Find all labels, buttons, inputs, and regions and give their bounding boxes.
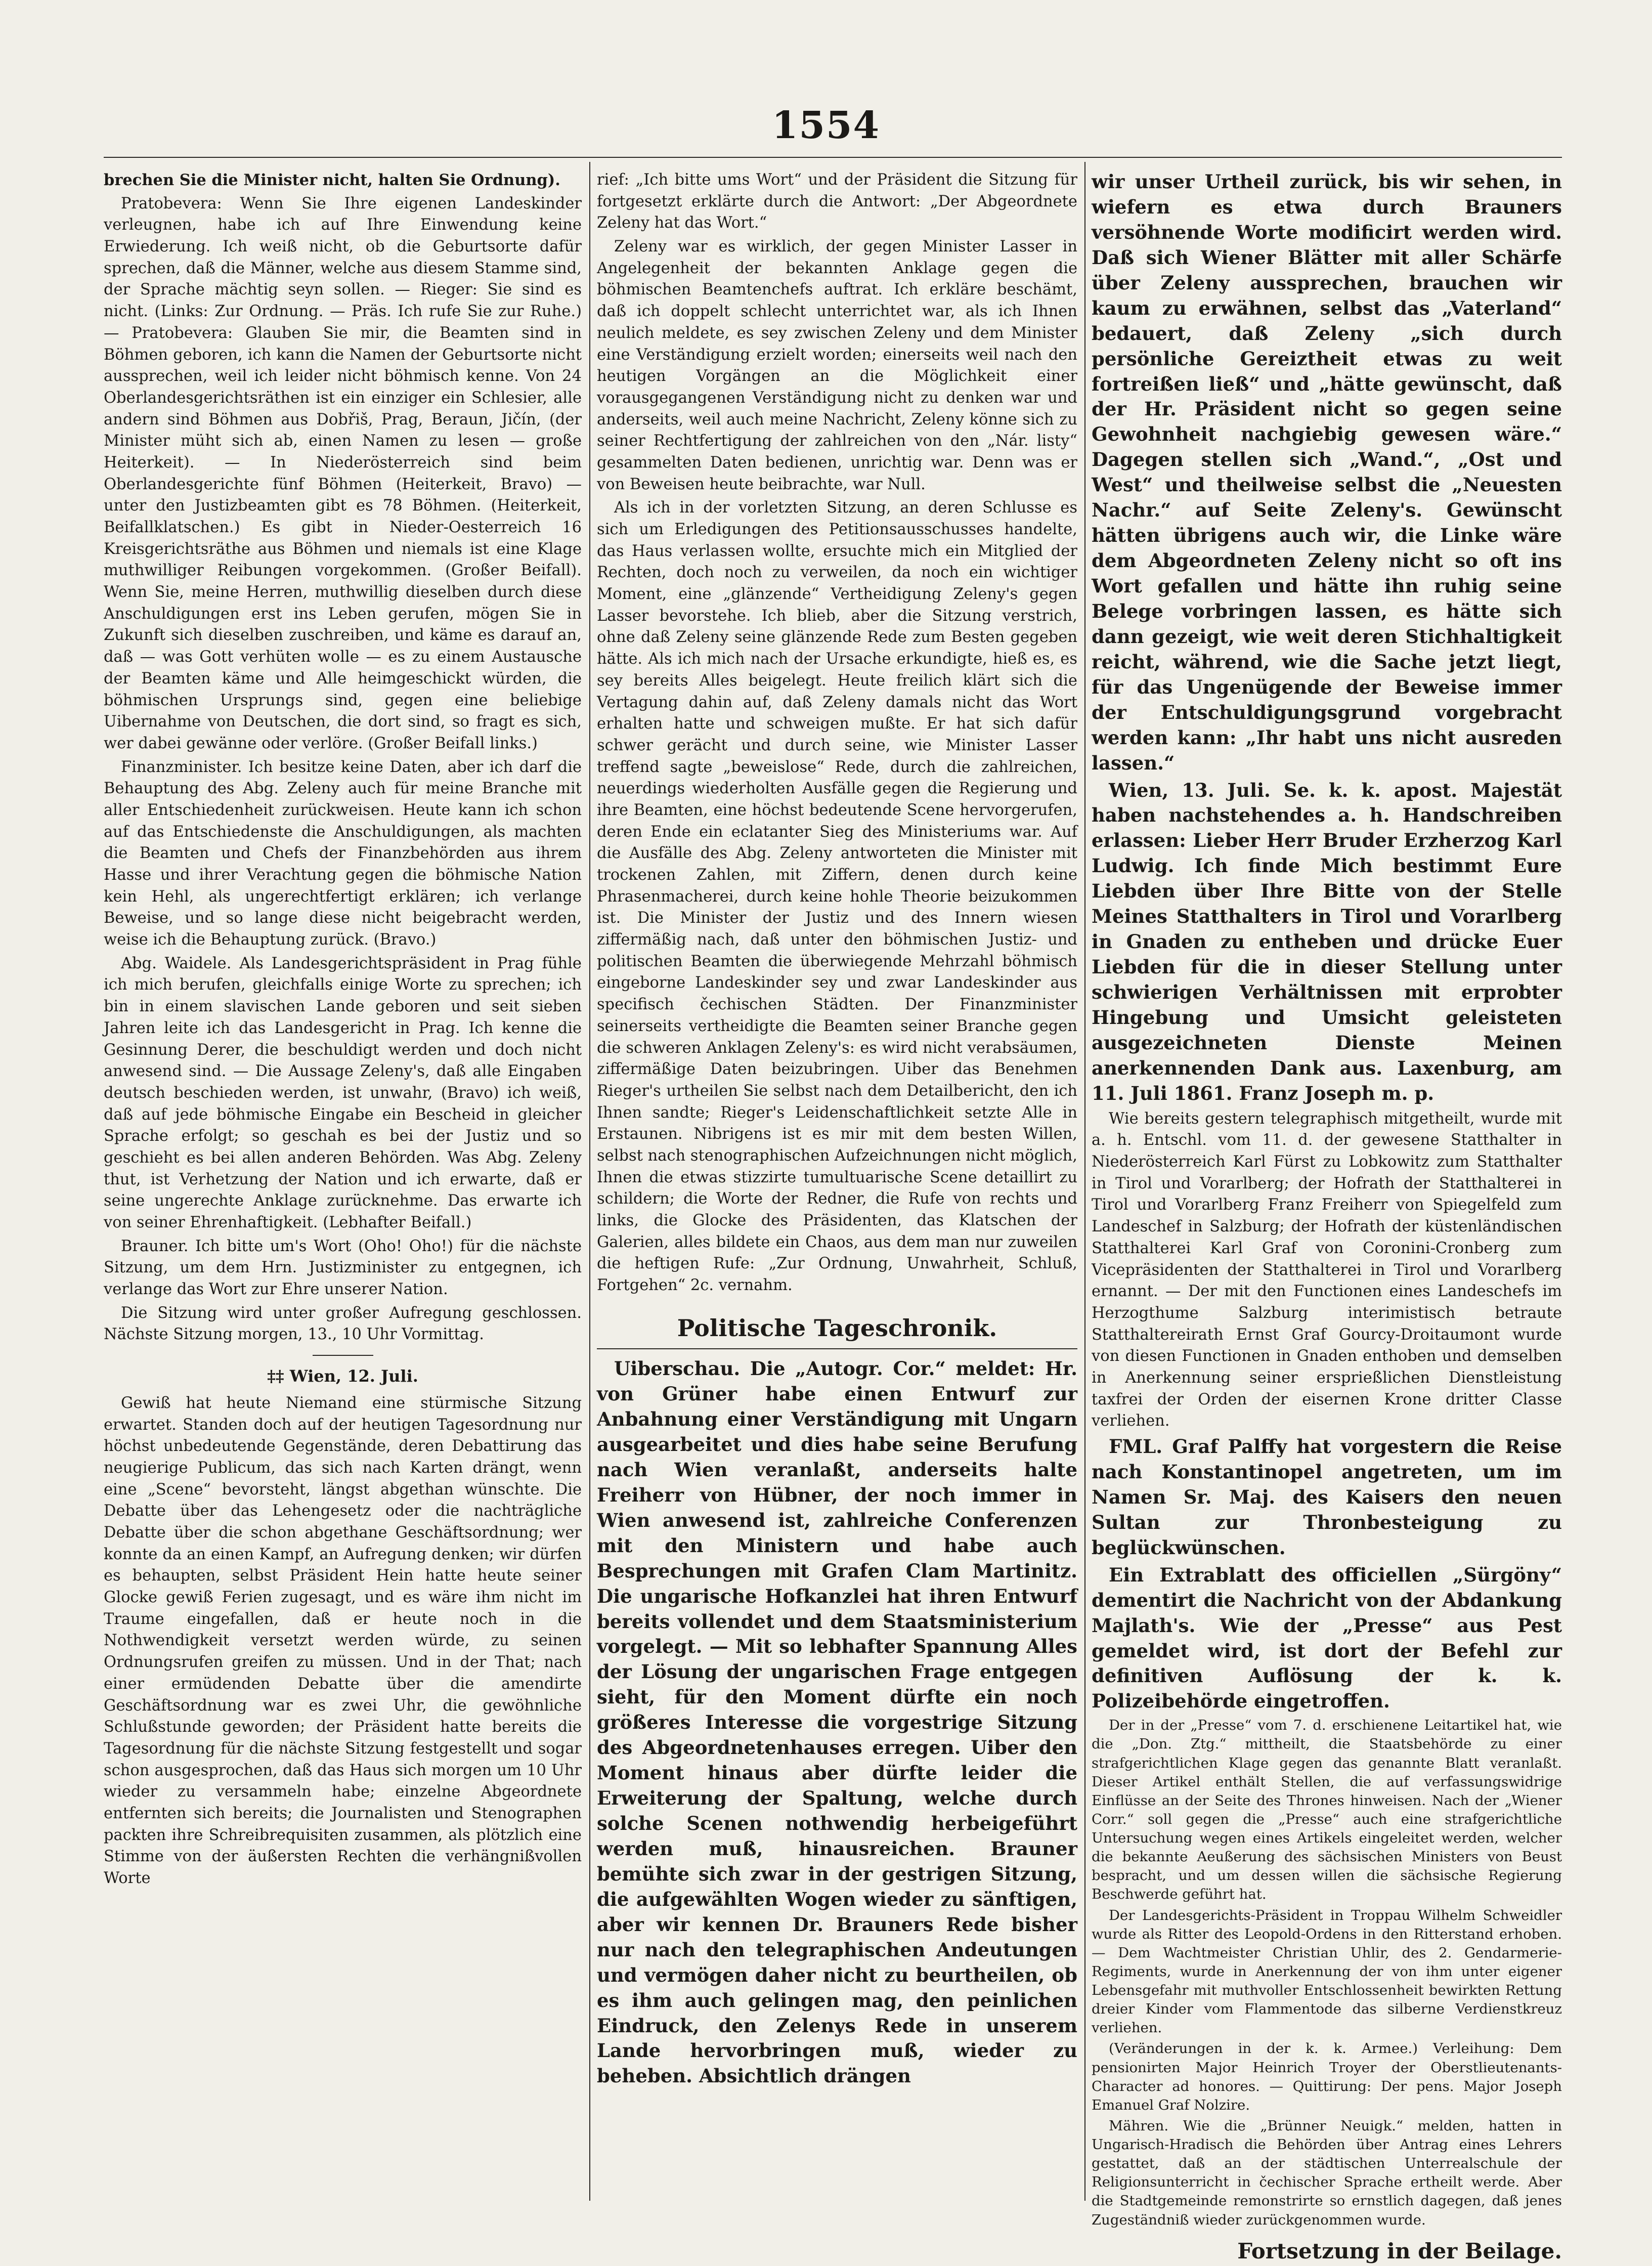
paragraph: Der in der „Presse“ vom 7. d. erschienene Leitartikel hat, wie die „Don. Ztg.“ mittheilt, die Staatsbehörde zu einer strafgerichtlichen Klage gegen das genannte Blatt veranlaßt. Dieser Artikel enthält Stellen, die auf verfassungswidrige Einflüsse an der Seite des Thrones hinweisen. Nach der „Wiener Corr.“ soll gegen die „Presse“ auch eine strafgerichtliche Untersuchung wegen eines Artikels eingeleitet werden, welcher die bekannte Aeußerung des sächsischen Ministers von Beust bespracht, und um dessen willen die sächsische Regierung Beschwerde geführt hat. bbox=[1092, 1717, 1562, 1903]
paragraph: Mähren. Wie die „Brünner Neuigk.“ melden, hatten in Ungarisch-Hradisch die Behörden über Antrag eines Lehrers gestattet, daß an der städtischen Unterrealschule der Religionsunterricht in čechischer Sprache ertheilt werde. Aber die Stadtgemeinde remonstrirte so ernstlich dagegen, daß jenes Zugeständniß wieder zurückgenommen wurde. bbox=[1092, 2117, 1562, 2228]
paragraph: Pratobevera: Wenn Sie Ihre eigenen Landeskinder verleugnen, habe ich auf Ihre Einwendung keine Erwiederung. Ich weiß nicht, ob die Geburtsorte dafür sprechen, daß die Männer, welche aus diesem Stamme sind, der Sprache mächtig seyn sollen. — Rieger: Sie sind es nicht. (Links: Zur Ordnung. — Präs. Ich rufe Sie zur Ruhe.) — Pratobevera: Glauben Sie mir, die Beamten sind in Böhmen geboren, ich kann die Namen der Geburtsorte nicht aussprechen, weil ich leider nicht böhmisch kenne. Von 24 Oberlandesgerichtsräthen ist ein einziger ein Schlesier, alle andern sind Böhmen aus Dobřiš, Prag, Beraun, Jičín, (der Minister müht sich ab, einen Namen zu lesen — große Heiterkeit). — In Niederösterreich sind beim Oberlandesgerichte fünf Böhmen (Heiterkeit, Bravo) — unter den Justizbeamten gibt es 78 Böhmen. (Heiterkeit, Beifallklatschen.) Es gibt in Nieder-Oesterreich 16 Kreisgerichtsräthe aus Böhmen und niemals ist eine Klage muthwilliger Reibungen vorgekommen. (Großer Beifall). Wenn Sie, meine Herren, muthwillig dieselben durch diese Anschuldigungen erst ins Leben gerufen, mögen Sie in Zukunft sich dieselben zuschreiben, und käme es darauf an, daß — was Gott verhüten wolle — es zu einem Austausche der Beamten käme und Alle heimgeschickt würden, die böhmischen Ursprungs sind, gegen eine beliebige Uibernahme von Deutschen, die dort sind, so fragt es sich, wer dabei gewänne oder verlöre. (Großer Beifall links.) bbox=[104, 194, 582, 752]
page-number: 1554 bbox=[772, 104, 880, 147]
paragraph: Wien, 13. Juli. Se. k. k. apost. Majestät haben nachstehendes a. h. Handschreiben erlassen: Lieber Herr Bruder Erzherzog Karl Ludwig. Ich finde Mich bestimmt Eure Liebden über Ihre Bitte von der Stelle Meines Statthalters in Tirol und Vorarlberg in Gnaden zu entheben und drücke Euer Liebden für die in dieser Stellung unter schwierigen Verhältnissen mit erprobter Hingebung und Umsicht geleisteten ausgezeichneten Dienste Meinen anerkennenden Dank aus. Laxenburg, am 11. Juli 1861. Franz Joseph m. p. bbox=[1092, 779, 1562, 1104]
paragraph: Uiberschau. Die „Autogr. Cor.“ meldet: Hr. von Grüner habe einen Entwurf zur Anbahnung einer Verständigung mit Ungarn ausgearbeitet und dies habe seine Berufung nach Wien veranlaßt, anderseits halte Freiherr von Hübner, der noch immer in Wien anwesend ist, zahlreiche Conferenzen mit den Ministern und habe auch Besprechungen mit Grafen Clam Martinitz. Die ungarische Hofkanzlei hat ihren Entwurf bereits vollendet und dem Staatsministerium vorgelegt. — Mit so lebhafter Spannung Alles der Lösung der ungarischen Frage entgegen sieht, für den Moment dürfte ein noch größeres Interesse die vorgestrige Sitzung des Abgeordnetenhauses erregen. Uiber den Moment hinaus aber dürfte leider die Erweiterung der Spaltung, welche durch solche Scenen nothwendig herbeigeführt werden muß, hinausreichen. Brauner bemühte sich zwar in der gestrigen Sitzung, die aufgewählten Wogen wieder zu sänftigen, aber wir kennen Dr. Brauners Rede bisher nur nach den telegraphischen Andeutungen und vermögen daher nicht zu beurtheilen, ob es ihm auch gelingen mag, den peinlichen Eindruck, den Zelenys Rede in unserem Lande hervorbringen muß, wieder zu beheben. Absichtlich drängen bbox=[597, 1357, 1077, 2087]
column-3 bbox=[1092, 169, 1562, 2263]
paragraph: Der Landesgerichts-Präsident in Troppau Wilhelm Schweidler wurde als Ritter des Leopold-Ordens in den Ritterstand erhoben. — Dem Wachtmeister Christian Uhlir, des 2. Gendarmerie-Regiments, wurde in Anerkennung der von ihm unter eigener Lebensgefahr mit muthvoller Entschlossenheit bewirkten Rettung dreier Kinder vom Flammentode das silberne Verdienstkreuz verliehen. bbox=[1092, 1907, 1562, 2036]
section-title: Politische Tageschronik. bbox=[597, 1312, 1077, 1349]
paragraph: FML. Graf Palffy hat vorgestern die Reise nach Konstantinopel angetreten, um im Namen Sr. Maj. des Kaisers den neuen Sultan zur Thronbesteigung zu beglückwünschen. bbox=[1092, 1435, 1562, 1559]
paragraph: Als ich in der vorletzten Sitzung, an deren Schlusse es sich um Erledigungen des Petitionsausschusses handelte, das Haus verlassen wollte, ersuchte mich ein Mitglied der Rechten, doch noch zu verweilen, da noch ein wichtiger Moment, eine „glänzende“ Vertheidigung Zeleny's gegen Lasser bevorstehe. Ich blieb, aber die Sitzung verstrich, ohne daß Zeleny seine glänzende Rede zum Besten gegeben hätte. Als ich mich nach der Ursache erkundigte, hieß es, es sey bereits Alles beigelegt. Heute freilich klärt sich die Vertagung dahin auf, daß Zeleny damals nicht das Wort erhalten hatte und schweigen mußte. Er hat sich dafür schwer gerächt und durch seine, wie Minister Lasser treffend sagte „beweislose“ Rede, durch die zahlreichen, neuerdings wiederholten Ausfälle gegen die Regierung und ihre Beamten, eine höchst bedeutende Scene hervorgerufen, deren Ende ein eclatanter Sieg des Ministeriums war. Auf die Ausfälle des Abg. Zeleny antworteten die Minister mit trockenen Zahlen, mit Ziffern, denen durch keine Phrasenmacherei, durch keine hohle Theorie beizukommen ist. Die Minister der Justiz und des Innern wiesen ziffermäßig nach, daß unter den böhmischen Justiz- und politischen Beamten die überwiegende Mehrzahl böhmisch eingeborne Landeskinder sey und zwar Landeskinder aus specifisch čechischen Städten. Der Finanzminister seinerseits vertheidigte die Beamten seiner Branche gegen die schweren Anklagen Zeleny's: es wird nicht verabsäumen, ziffermäßige Daten beizubringen. Uiber das Benehmen Rieger's urtheilen Sie selbst nach dem Detailbericht, den ich Ihnen sandte; Rieger's Leidenschaftlichkeit setzte Alle in Erstaunen. Nibrigens ist es mir mit dem besten Willen, selbst nach stenographischen Aufzeichnungen nicht möglich, Ihnen die etwas stizzirte tumultuarische Scene detaillirt zu schildern; die Worte der Redner, die Rufe von rechts und links, die Glocke des Präsidenten, das Klatschen der Galerien, alles bildete ein Chaos, aus dem man nur zuweilen die heftigen Rufe: „Zur Ordnung, Unwahrheit, Schluß, Fortgehen“ 2c. vernahm. bbox=[597, 499, 1077, 1295]
paragraph: Ein Extrablatt des officiellen „Sürgöny“ dementirt die Nachricht von der Abdankung Majlath's. Wie der „Presse“ aus Pest gemeldet wird, ist dort der Befehl zur definitiven Auflösung der k. k. Polizeibehörde eingetroffen. bbox=[1092, 1563, 1562, 1713]
paragraph: Finanzminister. Ich besitze keine Daten, aber ich darf die Behauptung des Abg. Zeleny auch für meine Branche mit aller Entschiedenheit zurückweisen. Heute kann ich schon auf das Entschiedenste die Anschuldigungen, als machten die Beamten und Chefs der Finanzbehörden aus ihrem Hasse und ihrer Verachtung gegen die böhmische Nation kein Hehl, als ungerechtfertigt erklären; ich verlange Beweise, und so lange diese nicht beigebracht werden, weise ich die Behauptung zurück. (Bravo.) bbox=[104, 758, 582, 949]
paragraph: (Veränderungen in der k. k. Armee.) Verleihung: Dem pensionirten Major Heinrich Troyer der Oberstlieutenants-Character ad honores. — Quittirung: Der pens. Major Joseph Emanuel Graf Nolzire. bbox=[1092, 2040, 1562, 2113]
paragraph: Gewiß hat heute Niemand eine stürmische Sitzung erwartet. Standen doch auf der heutigen Tagesordnung nur höchst unbedeutende Gegenstände, deren Debattirung das neugierige Publicum, das sich nach Karten drängt, wenn eine „Scene“ bevorsteht, längst abgethan wünschte. Die Debatte über das Lehengesetz oder die nachträgliche Debatte über die schon abgethane Geschäftsordnung; wer konnte da an einen Kampf, an Aufregung denken; wir dürfen es behaupten, selbst Präsident Hein hatte heute seiner Glocke gewiß Ferien zugesagt, und es wäre ihm nicht im Traume eingefallen, daß er heute noch in die Nothwendigkeit versetzt werden würde, zu seinen Ordnungsrufen greifen zu müssen. Und in der That; nach einer ermüdenden Debatte über die amendirte Geschäftsordnung war es zwei Uhr, die gewöhnliche Schlußstunde geworden; der Präsident hatte bereits die Tagesordnung für die nächste Sitzung festgestellt und sogar schon ausgesprochen, daß das Haus sich morgen um 10 Uhr wieder zu versammeln habe; einzelne Abgeordnete entfernten sich bereits; die Journalisten und Stenographen packten ihre Schreibrequisiten zusammen, als plötzlich eine Stimme von der äußersten Rechten die verhängnißvollen Worte bbox=[104, 1394, 582, 1888]
paragraph: Zeleny war es wirklich, der gegen Minister Lasser in Angelegenheit der bekannten Anklage gegen die böhmischen Beamtenchefs auftrat. Ich erkläre beschämt, daß ich doppelt schlecht unterrichtet war, als ich Ihnen neulich meldete, es sey zwischen Zeleny und dem Minister eine Verständigung erzielt worden; einerseits weil nach den heutigen Vorgängen an die Möglichkeit einer vorausgegangenen Verständigung nicht zu denken war und anderseits, weil auch meine Nachricht, Zeleny könne sich zu seiner Rechtfertigung der zahlreichen von den „Nár. listy“ gesammelten Daten bedienen, unrichtig war. Denn was er von Beweisen heute beibrachte, war Null. bbox=[597, 238, 1077, 493]
paragraph: Brauner. Ich bitte um's Wort (Oho! Oho!) für die nächste Sitzung, um dem Hrn. Justizminister zu entgegnen, ich verlange das Wort zur Ehre unserer Nation. bbox=[104, 1237, 582, 1299]
dateline: ‡‡ Wien, 12. Juli. bbox=[267, 1366, 418, 1386]
paragraph: Abg. Waidele. Als Landesgerichtspräsident in Prag fühle ich mich berufen, gleichfalls einige Worte zu sprechen; ich bin in einem slavischen Lande geboren und seit sieben Jahren leite ich das Landesgericht in Prag. Ich kenne die Gesinnung Derer, die beschuldigt werden und doch nicht anwesend sind. — Die Aussage Zeleny's, daß alle Eingaben deutsch beschieden werden, ist unwahr, (Bravo) ich weiß, daß auf jede böhmische Eingabe ein Bescheid in gleicher Sprache erfolgt; so geschah es bei der Justiz und so geschieht es bei allen anderen Behörden. Was Abg. Zeleny thut, ist Verhetzung der Nation und ich erwarte, daß er seine ungerechte Anklage zurücknehme. Das erwarte ich von seiner Ehrenhaftigkeit. (Lebhafter Beifall.) bbox=[104, 954, 582, 1231]
separator-rule bbox=[313, 1355, 373, 1356]
column-rule-left bbox=[589, 162, 590, 2201]
header-rule bbox=[104, 157, 1562, 158]
column-rule-right bbox=[1084, 162, 1085, 2201]
paragraph: rief: „Ich bitte ums Wort“ und der Präsident die Sitzung für fortgesetzt erklärte durch die Antwort: „Der Abgeordnete Zeleny hat das Wort.“ bbox=[597, 171, 1077, 232]
column-1 bbox=[104, 169, 582, 2203]
column-2 bbox=[597, 169, 1077, 2203]
paragraph: brechen Sie die Minister nicht, halten Sie Ordnung). bbox=[104, 171, 560, 189]
continued-notice: Fortsetzung in der Beilage. bbox=[1237, 2238, 1562, 2263]
paragraph: wir unser Urtheil zurück, bis wir sehen, in wiefern es etwa durch Brauners versöhnende Worte modificirt werden wird. Daß sich Wiener Blätter mit aller Schärfe über Zeleny aussprechen, brauchen wir kaum zu erwähnen, selbst das „Vaterland“ bedauert, daß Zeleny „sich durch persönliche Gereiztheit etwas zu weit fortreißen ließ“ und „hätte gewünscht, daß der Hr. Präsident nicht so gegen seine Gewohnheit nachgiebig gewesen wäre.“ Dagegen stellen sich „Wand.“, „Ost und West“ und theilweise selbst die „Neuesten Nachr.“ auf Seite Zeleny's. Gewünscht hätten übrigens auch wir, die Linke wäre dem Abgeordneten Zeleny nicht so oft ins Wort gefallen und hätte ihn ruhig seine Belege vorbringen lassen, es hätte sich dann gezeigt, wie weit deren Stichhaltigkeit reicht, während, wie die Sache jetzt liegt, für das Ungenügende der Beweise immer der Entschuldigungsgrund vorgebracht werden kann: „Ihr habt uns nicht ausreden lassen.“ bbox=[1092, 170, 1562, 774]
paragraph: Die Sitzung wird unter großer Aufregung geschlossen. Nächste Sitzung morgen, 13., 10 Uhr Vormittag. bbox=[104, 1304, 582, 1344]
paragraph: Wie bereits gestern telegraphisch mitgetheilt, wurde mit a. h. Entschl. vom 11. d. der gewesene Statthalter in Niederösterreich Karl Fürst zu Lobkowitz zum Statthalter in Tirol und Vorarlberg; der Hofrath der Statthalterei in Tirol und Vorarlberg Franz Freiherr von Spiegelfeld zum Landeschef in Salzburg; der Hofrath der küstenländischen Statthalterei Karl Graf von Coronini-Cronberg zum Vicepräsidenten der Statthalterei in Tirol und Vorarlberg ernannt. — Der mit den Functionen eines Landeschefs im Herzogthume Salzburg interimistisch betraute Statthaltereirath Ernst Graf Gourcy-Droitaumont wurde von diesen Functionen in Gnaden enthoben und demselben in Anerkennung seiner ersprießlichen Dienstleistung taxfrei der Orden der eisernen Krone dritter Classe verliehen. bbox=[1092, 1109, 1562, 1430]
